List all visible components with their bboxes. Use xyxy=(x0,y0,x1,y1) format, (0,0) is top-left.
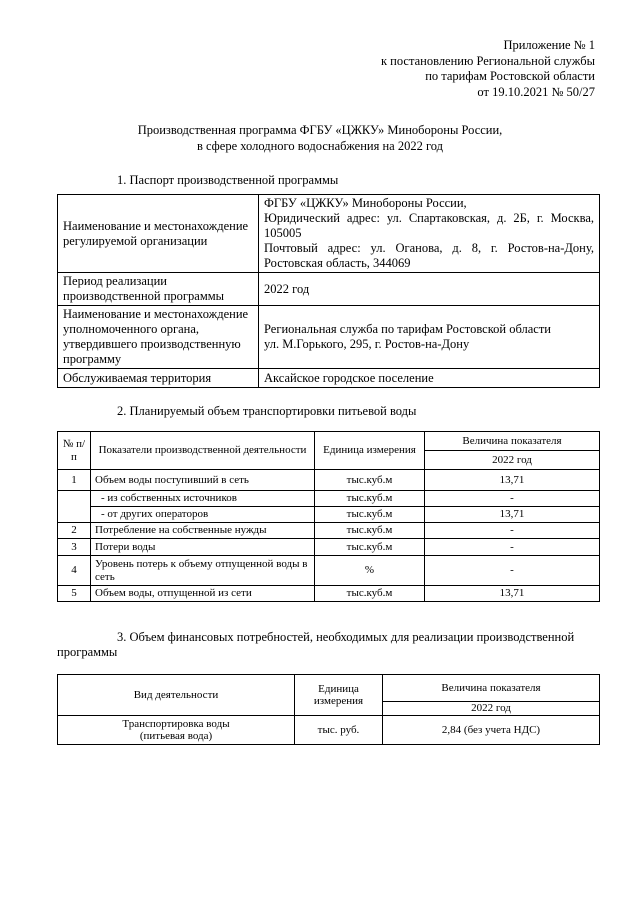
section3-heading xyxy=(57,630,600,660)
row-value: 13,71 xyxy=(425,507,600,523)
row-num: 5 xyxy=(58,586,91,602)
passport-value: Аксайское городское поселение xyxy=(259,369,600,388)
row-value: 2,84 (без учета НДС) xyxy=(383,716,600,745)
table-row xyxy=(58,470,600,491)
appendix-block xyxy=(381,38,595,100)
table-row xyxy=(58,369,600,388)
head-value: Величина показателя xyxy=(383,675,600,702)
table-row xyxy=(58,306,600,369)
row-num: 4 xyxy=(58,556,91,586)
passport-label: Период реализации производственной программы xyxy=(58,273,259,306)
table-row xyxy=(58,507,600,523)
passport-table xyxy=(57,194,600,388)
row-value: - xyxy=(425,523,600,539)
row-activity xyxy=(58,716,295,745)
row-unit: тыс.куб.м xyxy=(315,523,425,539)
row-name: Уровень потерь к объему отпущенной воды в сеть xyxy=(91,556,315,586)
row-name: Потребление на собственные нужды xyxy=(91,523,315,539)
row-num xyxy=(58,491,91,523)
row-name: Объем воды, отпущенной из сети xyxy=(91,586,315,602)
table-header-row xyxy=(58,675,600,702)
passport-value xyxy=(259,195,600,273)
row-unit: тыс.куб.м xyxy=(315,491,425,507)
row-unit: тыс.куб.м xyxy=(315,507,425,523)
table-row xyxy=(58,716,600,745)
row-num: 1 xyxy=(58,470,91,491)
row-value: - xyxy=(425,539,600,556)
appendix-line-2: к постановлению Региональной службы xyxy=(380,53,595,68)
table-row xyxy=(58,523,600,539)
appendix-line-1: Приложение № 1 xyxy=(503,38,595,52)
head-num: № п/п xyxy=(58,432,91,470)
row-name: - от других операторов xyxy=(91,507,315,523)
table-row xyxy=(58,556,600,586)
passport-label: Обслуживаемая территория xyxy=(58,369,259,388)
head-unit: Единица измерения xyxy=(315,432,425,470)
org-name: ФГБУ «ЦЖКУ» Минобороны России, xyxy=(264,196,467,210)
org-postal-address: Почтовый адрес: ул. Оганова, д. 8, г. Ростов-на-Дону, Ростовская область, 344069 xyxy=(264,241,594,270)
passport-label: Наименование и местонахождение уполномоченного органа, утвердившего производственную программу xyxy=(58,306,259,369)
appendix-line-3: по тарифам Ростовской области xyxy=(425,69,595,83)
row-unit: % xyxy=(315,556,425,586)
table-row xyxy=(58,195,600,273)
head-indicator: Показатели производственной деятельности xyxy=(91,432,315,470)
row-unit: тыс.куб.м xyxy=(315,539,425,556)
section3-heading-line-2: программы xyxy=(57,645,118,659)
head-year: 2022 год xyxy=(383,702,600,716)
org-legal-address: Юридический адрес: ул. Спартаковская, д. 2Б, г. Москва, 105005 xyxy=(264,211,594,240)
section3-heading-line-1: 3. Объем финансовых потребностей, необходимых для реализации производственной xyxy=(117,630,575,644)
appendix-line-4: от 19.10.2021 № 50/27 xyxy=(477,84,595,99)
table-row xyxy=(58,273,600,306)
passport-label: Наименование и местонахождение регулируемой организации xyxy=(58,195,259,273)
table-row xyxy=(58,586,600,602)
row-num: 3 xyxy=(58,539,91,556)
authority-name: Региональная служба по тарифам Ростовской области xyxy=(264,322,551,336)
row-value: 13,71 xyxy=(425,586,600,602)
table-row xyxy=(58,491,600,507)
authority-address: ул. М.Горького, 295, г. Ростов-на-Дону xyxy=(264,337,470,351)
row-num: 2 xyxy=(58,523,91,539)
head-value: Величина показателя xyxy=(425,432,600,451)
row-name: Потери воды xyxy=(91,539,315,556)
document-title xyxy=(0,123,640,154)
head-activity: Вид деятельности xyxy=(58,675,295,716)
row-unit: тыс.куб.м xyxy=(315,470,425,491)
section1-heading: 1. Паспорт производственной программы xyxy=(117,173,339,187)
row-name: Объем воды поступивший в сеть xyxy=(91,470,315,491)
passport-value xyxy=(259,306,600,369)
row-value: - xyxy=(425,491,600,507)
section2-heading: 2. Планируемый объем транспортировки питьевой воды xyxy=(117,404,417,418)
table-header-row xyxy=(58,432,600,451)
row-unit: тыс.куб.м xyxy=(315,586,425,602)
head-year: 2022 год xyxy=(425,451,600,470)
activity-line-1: Транспортировка воды xyxy=(122,717,230,730)
title-line-1: Производственная программа ФГБУ «ЦЖКУ» Минобороны России, xyxy=(137,123,503,137)
row-unit: тыс. руб. xyxy=(295,716,383,745)
head-unit: Единица измерения xyxy=(295,675,383,716)
row-value: 13,71 xyxy=(425,470,600,491)
activity-line-2: (питьевая вода) xyxy=(139,730,213,742)
title-line-2: в сфере холодного водоснабжения на 2022 год xyxy=(196,138,444,153)
passport-value: 2022 год xyxy=(259,273,600,306)
volume-table xyxy=(57,431,600,602)
row-value: - xyxy=(425,556,600,586)
row-name: - из собственных источников xyxy=(91,491,315,507)
finance-table xyxy=(57,674,600,745)
table-row xyxy=(58,539,600,556)
